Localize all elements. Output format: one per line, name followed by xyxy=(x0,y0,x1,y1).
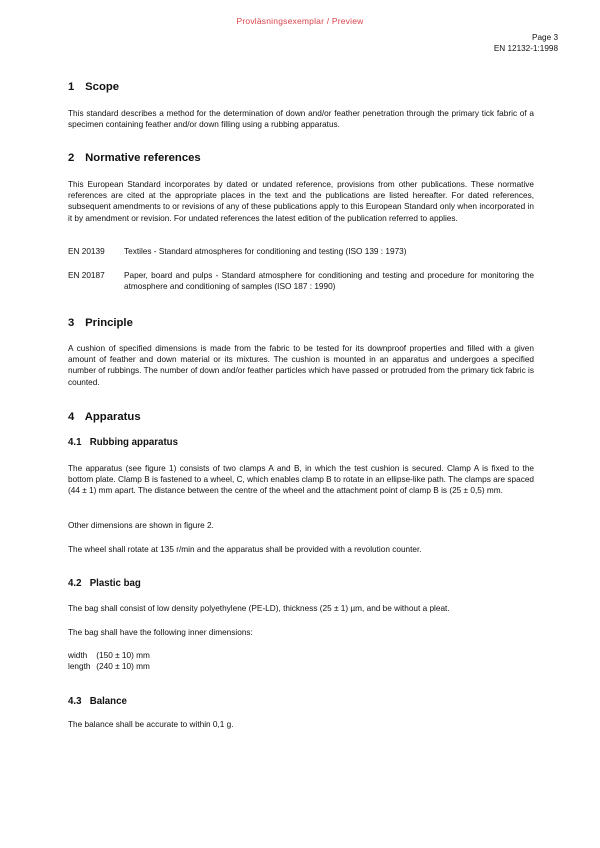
dimension-value: (150 ± 10) mm xyxy=(96,651,150,660)
balance-text: The balance shall be accurate to within 0,1 g. xyxy=(68,720,234,729)
reference-title: Textiles - Standard atmospheres for conditioning and testing (ISO 139 : 1973) xyxy=(124,247,407,256)
heading-rubbing-apparatus: 4.1 Rubbing apparatus xyxy=(68,437,178,448)
other-dimensions-text: Other dimensions are shown in figure 2. xyxy=(68,521,214,530)
dimension-row xyxy=(68,661,150,672)
dimension-label: width xyxy=(68,651,88,660)
dimension-row xyxy=(68,650,150,661)
reference-code: EN 20139 xyxy=(68,247,105,256)
reference-title: Paper, board and pulps - Standard atmosphere for conditioning and testing and procedure for monitoring the atmosphere and conditioning of samples (ISO 187 : 1990) xyxy=(124,271,534,292)
heading-plastic-bag: 4.2 Plastic bag xyxy=(68,578,141,589)
preview-watermark: Provläsningsexemplar / Preview xyxy=(236,16,364,26)
dimension-value: (240 ± 10) mm xyxy=(96,662,150,671)
principle-text: A cushion of specified dimensions is made from the fabric to be tested for its downproof properties and filled with a given amount of feather and down material or its mixtures. The cushion is mounted in an apparatus and undergoes a specified number of rubbings. The number of down and/or feather particles which have passed or protruded from the primary tick fabric is counted. xyxy=(68,344,534,387)
heading-normative-references: 2 Normative references xyxy=(68,152,201,164)
reference-code: EN 20187 xyxy=(68,271,105,280)
scope-text: This standard describes a method for the determination of down and/or feather penetration through the primary tick fabric of a specimen containing feather and/or down filling using a rubbing apparatus. xyxy=(68,109,534,130)
wheel-rotation-text: The wheel shall rotate at 135 r/min and the apparatus shall be provided with a revolution counter. xyxy=(68,545,422,554)
heading-balance: 4.3 Balance xyxy=(68,696,127,707)
dimension-label: length xyxy=(68,662,91,671)
document-id: EN 12132-1:1998 xyxy=(493,44,558,53)
rubbing-apparatus-text: The apparatus (see figure 1) consists of two clamps A and B, in which the test cushion is secured. Clamp A is fixed to the bottom plate. Clamp B is fastened to a wheel, C, which enables clamp B to rotate in an ellipse-like path. The clamps are spaced (44 ± 1) mm apart. The distance between the centre of the wheel and the attachment point of clamp B is (25 ± 0,5) mm. xyxy=(68,464,534,496)
plastic-bag-text: The bag shall consist of low density polyethylene (PE-LD), thickness (25 ± 1) µm, and be without a pleat. xyxy=(68,604,450,613)
page-number: Page 3 xyxy=(532,33,558,42)
heading-apparatus: 4 Apparatus xyxy=(68,411,141,423)
heading-scope: 1 Scope xyxy=(68,81,120,93)
heading-principle: 3 Principle xyxy=(68,317,133,329)
inner-dimensions-intro: The bag shall have the following inner dimensions: xyxy=(68,628,253,637)
normative-references-text: This European Standard incorporates by dated or undated reference, provisions from other publications. These normative references are cited at the appropriate places in the text and the publications are listed hereafter. For dated references, subsequent amendments to or revisions of any of these publications apply to this European Standard only when incorporated in it by amendment or revision. For undated references the latest edition of the publication referred to applies. xyxy=(68,180,534,223)
